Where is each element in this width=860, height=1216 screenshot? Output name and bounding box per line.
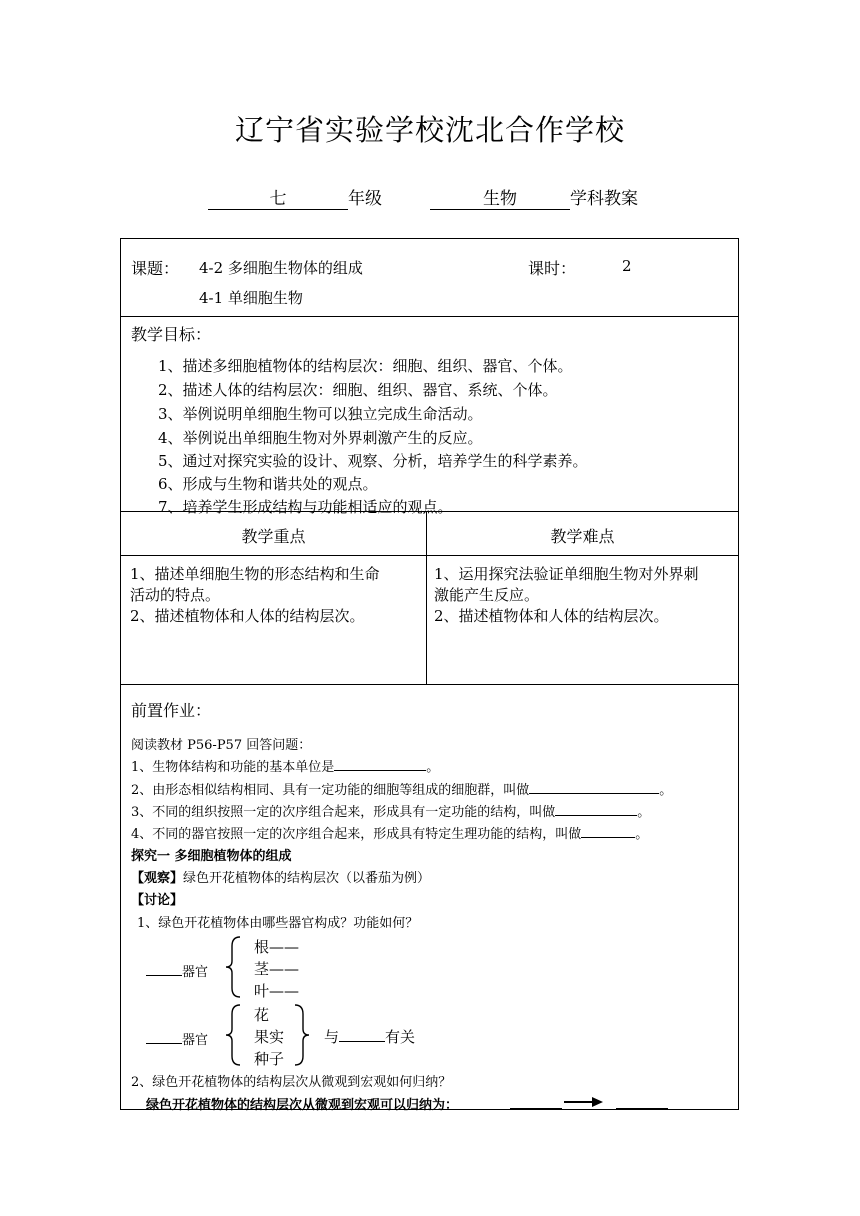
summary-blank-1[interactable] xyxy=(510,1096,562,1109)
subject-suffix: 学科教案 xyxy=(570,189,638,209)
divider-points-body xyxy=(120,684,739,685)
topic-line2: 4-1 单细胞生物 xyxy=(199,289,303,307)
organ-group1-label xyxy=(146,961,208,980)
organ-leaf: 叶—— xyxy=(254,982,300,1000)
key-point-line2: 活动的特点。 xyxy=(130,586,221,604)
organ-group2-label xyxy=(146,1029,208,1048)
summary-blank-2[interactable] xyxy=(616,1096,668,1109)
preview-q1-period: 。 xyxy=(426,760,440,775)
preview-q2-text: 2、由形态相似结构相同、具有一定功能的细胞等组成的细胞群，叫做 xyxy=(131,783,530,798)
brace-group2-right-icon xyxy=(291,1004,311,1066)
observe-tag: 【观察】 xyxy=(131,871,184,886)
answer-blank-1[interactable] xyxy=(334,758,426,771)
topic-label: 课题： xyxy=(131,259,180,278)
key-point-line3: 2、描述植物体和人体的结构层次。 xyxy=(130,607,365,625)
difficult-point-line3: 2、描述植物体和人体的结构层次。 xyxy=(434,607,669,625)
preview-q4 xyxy=(131,823,648,842)
difficult-points-heading: 教学难点 xyxy=(550,527,615,546)
organ-group2-blank[interactable] xyxy=(146,1031,182,1044)
difficult-point-line2: 激能产生反应。 xyxy=(434,586,540,604)
preview-q1 xyxy=(131,756,439,775)
organ-group1-text: 器官 xyxy=(182,965,209,980)
summary-text: 绿色开花植物体的结构层次从微观到宏观可以归纳为： xyxy=(146,1098,459,1113)
related-text: 有关 xyxy=(385,1028,416,1046)
objective-4: 4、举例说出单细胞生物对外界刺激产生的反应。 xyxy=(158,429,483,447)
grade-line xyxy=(208,184,382,210)
preview-q3 xyxy=(131,801,650,820)
subject-line xyxy=(430,184,638,210)
preview-q3-text: 3、不同的组织按照一定的次序组合起来，形成具有一定功能的结构，叫做 xyxy=(131,805,556,820)
organ-fruit: 果实 xyxy=(254,1028,285,1046)
objective-1: 1、描述多细胞植物体的结构层次：细胞、组织、器官、个体。 xyxy=(158,357,573,375)
with-text: 与 xyxy=(324,1028,340,1046)
objective-6: 6、形成与生物和谐共处的观点。 xyxy=(158,475,378,493)
reproduction-line xyxy=(324,1026,415,1047)
difficult-point-line1: 1、运用探究法验证单细胞生物对外界刺 xyxy=(434,565,699,583)
subject-value: 生物 xyxy=(430,189,570,210)
brace-group2-left-icon xyxy=(224,1004,244,1066)
preview-q1-text: 1、生物体结构和功能的基本单位是 xyxy=(131,760,335,775)
preview-q2 xyxy=(131,779,672,798)
answer-blank-3[interactable] xyxy=(555,803,637,816)
organ-group2-text: 器官 xyxy=(182,1033,209,1048)
brace-group1-icon xyxy=(224,936,244,998)
preview-heading: 前置作业： xyxy=(131,701,212,720)
arrow-right-icon xyxy=(564,1095,604,1109)
observe-line xyxy=(131,867,430,886)
objective-5: 5、通过对探究实验的设计、观察、分析，培养学生的科学素养。 xyxy=(158,452,588,470)
objectives-heading: 教学目标： xyxy=(131,325,212,344)
observe-text: 绿色开花植物体的结构层次（以番茄为例） xyxy=(183,871,431,886)
key-point-line1: 1、描述单细胞生物的形态结构和生命 xyxy=(130,565,380,583)
answer-blank-4[interactable] xyxy=(581,825,635,838)
objective-3: 3、举例说明单细胞生物可以独立完成生命活动。 xyxy=(158,405,483,423)
divider-topic xyxy=(120,316,739,317)
preview-q4-text: 4、不同的器官按照一定的次序组合起来，形成具有特定生理功能的结构，叫做 xyxy=(131,827,582,842)
preview-intro: 阅读教材 P56-P57 回答问题： xyxy=(131,738,312,753)
discuss-q2: 2、绿色开花植物体的结构层次从微观到宏观如何归纳？ xyxy=(131,1075,452,1090)
organ-group1-blank[interactable] xyxy=(146,963,182,976)
grade-value: 七 xyxy=(208,189,348,210)
discuss-q1: 1、绿色开花植物体由哪些器官构成？功能如何？ xyxy=(137,916,419,931)
summary-line xyxy=(146,1094,458,1113)
school-title: 辽宁省实验学校沈北合作学校 xyxy=(234,113,625,147)
objective-2: 2、描述人体的结构层次：细胞、组织、器官、系统、个体。 xyxy=(158,381,558,399)
preview-q2-period: 。 xyxy=(659,783,673,798)
grade-suffix: 年级 xyxy=(348,189,382,209)
period-value: 2 xyxy=(622,257,632,275)
organ-stem: 茎—— xyxy=(254,960,300,978)
period-label: 课时： xyxy=(528,259,577,278)
topic-line1: 4-2 多细胞生物体的组成 xyxy=(199,259,363,277)
explore-title: 探究一 多细胞植物体的组成 xyxy=(131,849,292,864)
organ-root: 根—— xyxy=(254,938,300,956)
function-blank[interactable] xyxy=(339,1028,385,1042)
answer-blank-2[interactable] xyxy=(529,781,659,794)
organ-flower: 花 xyxy=(254,1006,270,1024)
discuss-tag: 【讨论】 xyxy=(131,893,184,908)
key-points-heading: 教学重点 xyxy=(241,527,306,546)
preview-q4-period: 。 xyxy=(635,827,649,842)
objective-7: 7、培养学生形成结构与功能相适应的观点。 xyxy=(158,498,453,516)
organ-seed: 种子 xyxy=(254,1050,285,1068)
divider-points-head xyxy=(120,555,739,556)
preview-q3-period: 。 xyxy=(637,805,651,820)
